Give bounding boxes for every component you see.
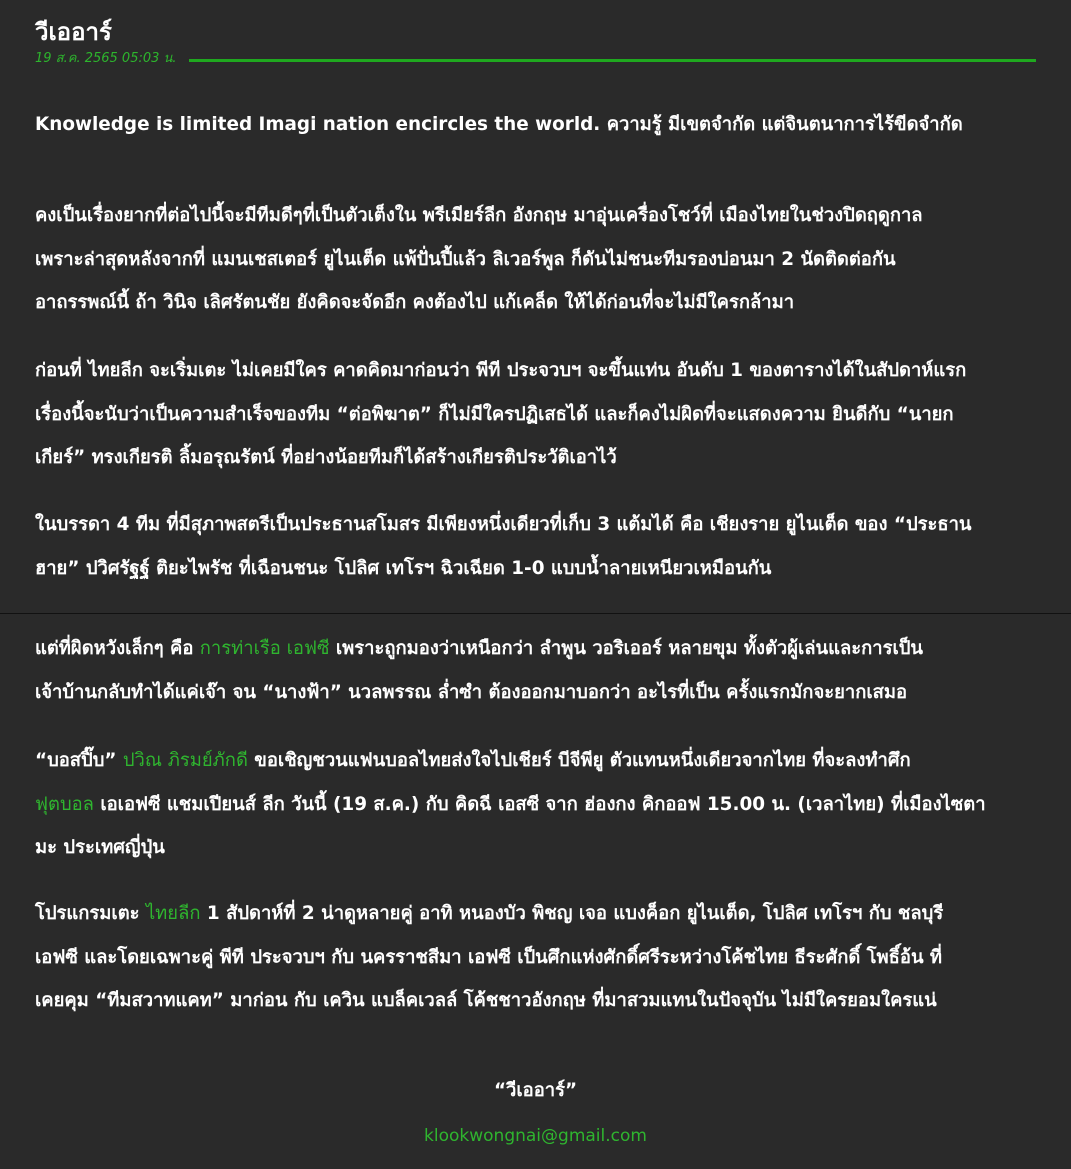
paragraph-4 [35, 627, 1040, 714]
paragraph-line [35, 783, 1040, 827]
text-segment: เพราะถูกมองว่าเหนือกว่า ลำพูน วอริเออร์ หลายขุม ทั้งตัวผู้เล่นและการเป็น [329, 638, 924, 659]
headline-quote [35, 103, 1040, 147]
link-pawin[interactable]: ปวิณ ภิรมย์ภักดี [122, 750, 248, 771]
paragraph-line: เคยคุม “ทีมสวาทแคท” มาก่อน กับ เควิน แบล็คเวลล์ โค้ชชาวอังกฤษ ที่มาสวมแทนในปัจจุบัน ไม่มีใครยอมใครแน่ [35, 990, 937, 1011]
paragraph-6 [35, 892, 1040, 1023]
paragraph-line: มะ ประเทศญี่ปุ่น [35, 837, 165, 858]
link-thai-league[interactable]: ไทยลีก [145, 903, 201, 924]
paragraph-line: ในบรรดา 4 ทีม ที่มีสุภาพสตรีเป็นประธานสโมสร มีเพียงหนึ่งเดียวที่เก็บ 3 แต้มได้ คือ เชียงราย ยูไนเต็ด ของ “ประธาน [35, 514, 972, 535]
text-segment: 1 สัปดาห์ที่ 2 น่าดูหลายคู่ อาทิ หนองบัว พิชญ เจอ แบงค็อก ยูไนเต็ด, โปลิศ เทโรฯ กับ ชลบุรี [200, 903, 944, 924]
text-segment: เอเอฟซี แชมเปียนส์ ลีก วันนี้ (19 ส.ค.) กับ คิดฉี เอสซี จาก ฮ่องกง คิกออฟ 15.00 น. (เวลาไทย) ที่เมืองไซตา [93, 793, 986, 815]
author-signature: “วีเออาร์” [493, 1080, 578, 1101]
text-segment: แต่ที่ผิดหวังเล็กๆ คือ [35, 638, 200, 659]
text-segment: โปรแกรมเตะ [35, 903, 146, 924]
article-header [35, 16, 1036, 68]
paragraph-line: เพราะล่าสุดหลังจากที่ แมนเชสเตอร์ ยูไนเต็ด แพ้ปั่นปี้แล้ว ลิเวอร์พูล ก็ดันไม่ชนะทีมรองบ่อนมา 2 นัดติดต่อกัน [35, 248, 896, 270]
paragraph-5 [35, 739, 1040, 870]
paragraph-line: เอฟซี และโดยเฉพาะคู่ พีที ประจวบฯ กับ นครราชสีมา เอฟซี เป็นศึกแห่งศักดิ์ศรีระหว่างโค้ชไทย ธีระศักดิ์ โพธิ์อ้น ที่ [35, 946, 943, 968]
link-port-fc[interactable]: การท่าเรือ เอฟซี [199, 638, 330, 659]
paragraph-line: คงเป็นเรื่องยากที่ต่อไปนี้จะมีทีมดีๆที่เป็นตัวเต็งใน พรีเมียร์ลีก อังกฤษ มาอุ่นเครื่องโชว์ที่ เมืองไทยในช่วงปิดฤดูกาล [35, 205, 923, 226]
paragraph-line: ฮาย” ปวิศรัฐฐ์ ติยะไพรัช ที่เฉือนชนะ โปลิศ เทโรฯ ฉิวเฉียด 1-0 แบบน้ำลายเหนียวเหมือนกัน [35, 557, 772, 579]
section-divider [0, 613, 1071, 614]
publish-date: 19 ส.ค. 2565 05:03 น. [35, 51, 177, 66]
paragraph-line [35, 892, 1040, 936]
paragraph-line [35, 739, 1040, 783]
header-divider [189, 59, 1036, 62]
link-football[interactable]: ฟุตบอล [35, 793, 94, 815]
headline-line: Knowledge is limited Imagi nation encircles the world. ความรู้ มีเขตจำกัด แต่จินตนาการไร้ขีดจำกัด [35, 114, 963, 135]
paragraph-line: เกียร์” ทรงเกียรติ ลิ้มอรุณรัตน์ ที่อย่างน้อยทีมก็ได้สร้างเกียรติประวัติเอาไว้ [35, 447, 617, 468]
author-email-link[interactable]: klookwongnai@gmail.com [424, 1126, 647, 1146]
text-segment: “บอสปิ๊บ” [35, 750, 123, 771]
author-name: วีเออาร์ [35, 18, 112, 46]
date-row [35, 50, 1036, 68]
text-segment: ขอเชิญชวนแฟนบอลไทยส่งใจไปเชียร์ บีจีพียู ตัวแทนหนึ่งเดียวจากไทย ที่จะลงทำศึก [247, 750, 911, 771]
paragraph-line [35, 627, 1040, 671]
paragraph-line: เรื่องนี้จะนับว่าเป็นความสำเร็จของทีม “ต่อพิฆาต” ก็ไม่มีใครปฏิเสธได้ และก็คงไม่ผิดที่จะแสดงความ ยินดีกับ “นายก [35, 403, 954, 425]
paragraph-line: ก่อนที่ ไทยลีก จะเริ่มเตะ ไม่เคยมีใคร คาดคิดมาก่อนว่า พีที ประจวบฯ จะขึ้นแท่น อันดับ 1 ของตารางได้ในสัปดาห์แรก [35, 360, 967, 381]
paragraph-1 [35, 194, 1040, 325]
paragraph-line: อาถรรพณ์นี้ ถ้า วินิจ เลิศรัตนชัย ยังคิดจะจัดอีก คงต้องไป แก้เคล็ด ให้ได้ก่อนที่จะไม่มีใครกล้ามา [35, 292, 795, 313]
paragraph-line: เจ้าบ้านกลับทำได้แค่เจ๊า จน “นางฟ้า” นวลพรรณ ล่ำซำ ต้องออกมาบอกว่า อะไรที่เป็น ครั้งแรกมักจะยากเสมอ [35, 681, 908, 703]
paragraph-2 [35, 349, 1040, 480]
paragraph-3 [35, 503, 1040, 590]
